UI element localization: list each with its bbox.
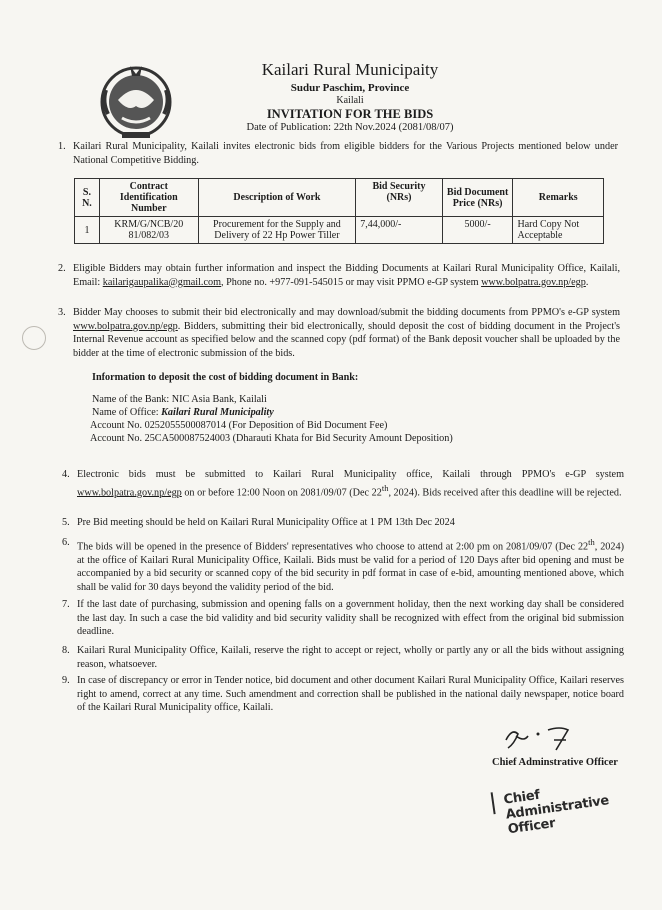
table-header: Description of Work bbox=[198, 179, 356, 217]
account-number-2: Account No. 25CA500087524003 (Dharauti Khata for Bid Security Amount Deposition) bbox=[90, 433, 453, 444]
paragraph-number: 5. bbox=[62, 517, 70, 528]
handwritten-signature bbox=[498, 718, 588, 756]
table-header: Remarks bbox=[513, 179, 604, 217]
paragraph-text: Kailari Rural Municipality Office, Kailali, reserve the right to accept or reject, wholly or partly any or all the bids without assigning reason, whatsoever. bbox=[77, 645, 624, 670]
paragraph-number: 6. bbox=[62, 537, 70, 548]
bank-name: Name of the Bank: NIC Asia Bank, Kailali bbox=[92, 394, 267, 405]
egp-link[interactable]: www.bolpatra.gov.np/egp bbox=[481, 276, 586, 288]
paragraph-number: 2. bbox=[58, 263, 66, 274]
invitation-heading: INVITATION FOR THE BIDS bbox=[266, 107, 434, 121]
paragraph-2: 2. Eligible Bidders may obtain further information and inspect the Bidding Documents at Kailari Rural Municipality Office, Kailali, Email: kailarigaupalika@gmail.com, Phone no. +977-091-545015 or may visit PPMO e-GP system www.bolpatra.gov.np/egp. bbox=[58, 263, 620, 288]
paragraph-7 bbox=[62, 598, 624, 639]
paragraph-text: Pre Bid meeting should be held on Kailari Rural Municipality Office at 1 PM 13th Dec 2024 bbox=[77, 517, 455, 528]
paragraph-3: 3. Bidder May chooses to submit their bid electronically and may download/submit the bidding documents from PPMO's e-GP system www.bolpatra.gov.np/egp. Bidders, submitting their bid electronically, should deposit the cost of bidding document in the Project's Internal Revenue account as specified below and the scanned copy (pdf format) of the Bank deposit voucher shall be uploaded by the bidder at the time of electronic submission of the bids. bbox=[58, 307, 620, 359]
officer-stamp bbox=[494, 769, 632, 838]
chief-administrative-officer-title: Chief Adminstrative Officer bbox=[492, 757, 618, 768]
paragraph-1 bbox=[58, 140, 618, 167]
table-cell: Hard Copy Not Acceptable bbox=[513, 217, 604, 244]
table-cell: Procurement for the Supply and Delivery of 22 Hp Power Tiller bbox=[198, 217, 356, 244]
paragraph-number: 8. bbox=[62, 645, 70, 656]
table-cell: 7,44,000/- bbox=[356, 217, 442, 244]
table-header: Bid Security (NRs) bbox=[356, 179, 442, 217]
paragraph-text: In case of discrepancy or error in Tender notice, bid document and other document Kailari Rural Municipality Office, Kailari reserves right to amend, correct at any time. Such amendment and correction shall be published in the national daily newspaper, notice board of the Kailari Rural Municipality office, Kailali. bbox=[77, 675, 624, 713]
paragraph-number: 7. bbox=[62, 599, 70, 610]
paragraph-5 bbox=[62, 516, 624, 530]
district-line: Kailali bbox=[336, 95, 364, 106]
table-header: Bid Document Price (NRs) bbox=[442, 179, 513, 217]
punch-hole bbox=[22, 326, 46, 350]
bank-info-title: Information to deposit the cost of bidding document in Bank: bbox=[92, 372, 359, 383]
paragraph-6: 6. The bids will be opened in the presence of Bidders' representatives who choose to attend at 2:00 pm on 2081/09/07 (Dec 22th, 2024) at the office of Kailari Rural Municipality Office, Kailali. Bids must be valid for a period of 120 Days after bid opening and must be accompanied by a bid security or scanned copy of the bid security in pdf format in case of e-bid, amounting mentioned above, which shall be valid for 30 days beyond the validity period of the bid. bbox=[62, 537, 624, 593]
paragraph-4: 4. Electronic bids must be submitted to Kailari Rural Municipality office, Kailali through PPMO's e-GP system www.bolpatra.gov.np/egp on or before 12:00 Noon on 2081/09/07 (Dec 22th, 2024). Bids received after this deadline will be rejected. bbox=[62, 469, 624, 498]
email-link[interactable]: kailarigaupalika@gmail.com bbox=[102, 276, 222, 288]
table-header-row bbox=[75, 179, 604, 217]
table-cell: 1 bbox=[75, 217, 100, 244]
account-number-1: Account No. 0252055500087014 (For Deposition of Bid Document Fee) bbox=[90, 420, 388, 431]
paragraph-number: 1. bbox=[58, 141, 66, 152]
nepal-government-emblem-icon bbox=[96, 60, 176, 140]
paragraph-9 bbox=[62, 674, 624, 715]
paragraph-8 bbox=[62, 644, 624, 671]
table-header: Contract Identification Number bbox=[99, 179, 198, 217]
egp-link[interactable]: www.bolpatra.gov.np/egp bbox=[73, 320, 178, 332]
paragraph-number: 3. bbox=[58, 307, 66, 318]
office-name: Name of Office: Kailari Rural Municipality bbox=[92, 407, 274, 418]
bids-table bbox=[74, 178, 604, 244]
table-cell: 5000/- bbox=[442, 217, 513, 244]
publication-date: Date of Publication: 22th Nov.2024 (2081/08/07) bbox=[246, 122, 454, 133]
table-header: S. N. bbox=[75, 179, 100, 217]
municipality-title: Kailari Rural Municipaity bbox=[261, 60, 439, 79]
paragraph-number: 4. bbox=[62, 469, 70, 480]
paragraph-text: If the last date of purchasing, submission and opening falls on a government holiday, then the next working day shall be considered the last day. In such a case the bid validity and bid security validity shall be recognized with effect from the original bid submission deadline. bbox=[77, 599, 624, 637]
paragraph-number: 9. bbox=[62, 675, 70, 686]
egp-link[interactable]: www.bolpatra.gov.np/egp bbox=[77, 486, 182, 498]
table-cell: KRM/G/NCB/20 81/082/03 bbox=[99, 217, 198, 244]
paragraph-text: Kailari Rural Municipality, Kailali invites electronic bids from eligible bidders for the Various Projects mentioned below under National Competitive Bidding. bbox=[73, 141, 618, 166]
table-row bbox=[75, 217, 604, 244]
province-line: Sudur Paschim, Province bbox=[290, 82, 410, 94]
stamp-text: Chief Administrative Officer bbox=[502, 787, 610, 838]
